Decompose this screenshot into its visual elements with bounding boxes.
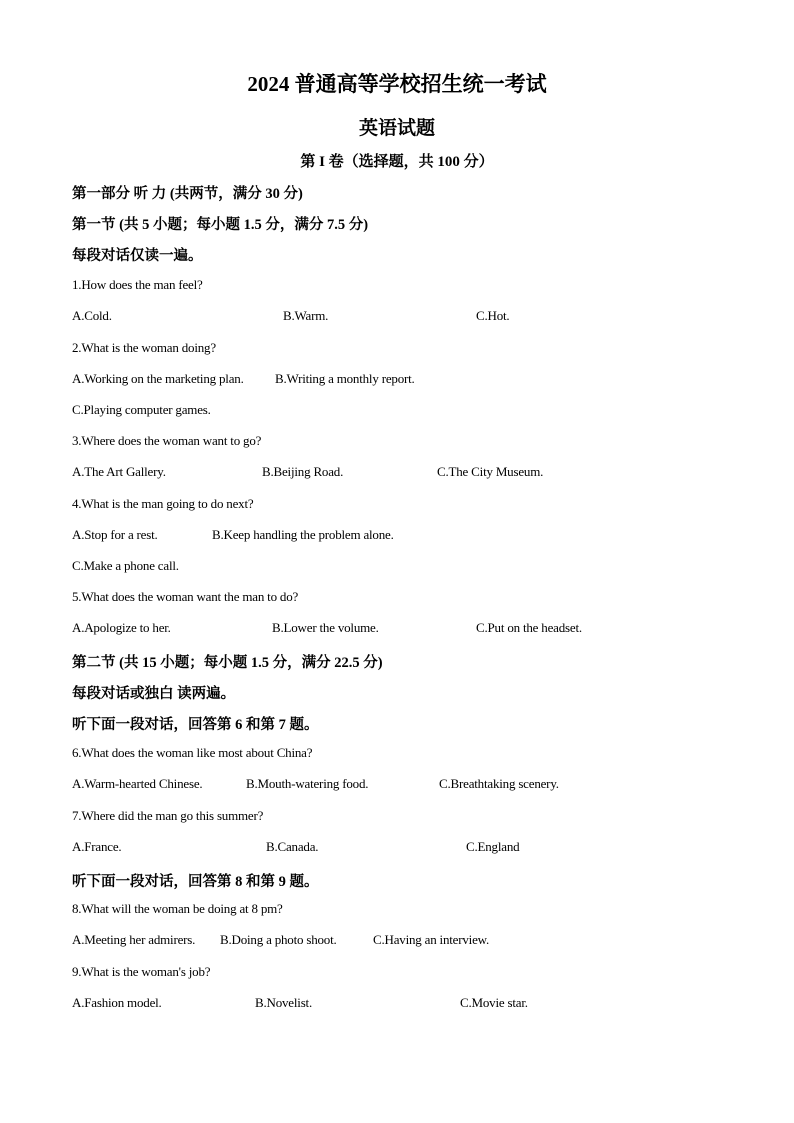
q9-option-a: A.Fashion model. [72, 995, 162, 1010]
q7-option-c: C.England [466, 839, 520, 854]
q1-option-b: B.Warm. [283, 308, 329, 323]
q8-option-c: C.Having an interview. [373, 932, 490, 947]
q4-option-a: A.Stop for a rest. [72, 527, 158, 542]
q1-option-c: C.Hot. [476, 308, 510, 323]
q9-option-b: B.Novelist. [255, 995, 313, 1010]
question-stem-9: 9.What is the woman's job? [72, 964, 211, 979]
q8-option-a: A.Meeting her admirers. [72, 932, 196, 947]
dialog-instruction-8-9: 听下面一段对话，回答第 8 和第 9 题。 [72, 874, 319, 890]
section1-heading: 第一节 (共 5 小题；每小题 1.5 分，满分 7.5 分) [72, 217, 369, 233]
q1-option-a: A.Cold. [72, 308, 112, 323]
question-stem-3: 3.Where does the woman want to go? [72, 433, 262, 448]
q2-option-a: A.Working on the marketing plan. [72, 371, 244, 386]
q6-option-b: B.Mouth-watering food. [246, 776, 369, 791]
q5-option-c: C.Put on the headset. [476, 620, 582, 635]
q4-option-c: C.Make a phone call. [72, 558, 179, 573]
q4-option-b: B.Keep handling the problem alone. [212, 527, 394, 542]
dialog-instruction-6-7: 听下面一段对话，回答第 6 和第 7 题。 [72, 717, 319, 733]
q3-option-b: B.Beijing Road. [262, 464, 344, 479]
section2-heading: 第二节 (共 15 小题；每小题 1.5 分，满分 22.5 分) [72, 655, 383, 671]
q6-option-a: A.Warm-hearted Chinese. [72, 776, 203, 791]
question-stem-4: 4.What is the man going to do next? [72, 496, 254, 511]
q6-option-c: C.Breathtaking scenery. [439, 776, 559, 791]
volume-heading: 第 I 卷（选择题，共 100 分） [300, 154, 494, 170]
section2-instruction: 每段对话或独白 读两遍。 [72, 686, 236, 702]
exam-title: 2024 普通高等学校招生统一考试 [247, 72, 547, 96]
q9-option-c: C.Movie star. [460, 995, 528, 1010]
q8-option-b: B.Doing a photo shoot. [220, 932, 337, 947]
q2-option-c: C.Playing computer games. [72, 402, 211, 417]
question-stem-8: 8.What will the woman be doing at 8 pm? [72, 901, 283, 916]
q7-option-a: A.France. [72, 839, 122, 854]
question-stem-7: 7.Where did the man go this summer? [72, 808, 264, 823]
exam-subtitle: 英语试题 [358, 118, 435, 139]
q5-option-b: B.Lower the volume. [272, 620, 379, 635]
q7-option-b: B.Canada. [266, 839, 319, 854]
q2-option-b: B.Writing a monthly report. [275, 371, 415, 386]
section1-instruction: 每段对话仅读一遍。 [72, 248, 203, 264]
q3-option-c: C.The City Museum. [437, 464, 544, 479]
question-stem-2: 2.What is the woman doing? [72, 340, 216, 355]
question-stem-5: 5.What does the woman want the man to do? [72, 589, 299, 604]
question-stem-1: 1.How does the man feel? [72, 277, 203, 292]
part1-heading: 第一部分 听 力 (共两节，满分 30 分) [72, 186, 303, 202]
q3-option-a: A.The Art Gallery. [72, 464, 166, 479]
q5-option-a: A.Apologize to her. [72, 620, 171, 635]
question-stem-6: 6.What does the woman like most about China? [72, 745, 313, 760]
